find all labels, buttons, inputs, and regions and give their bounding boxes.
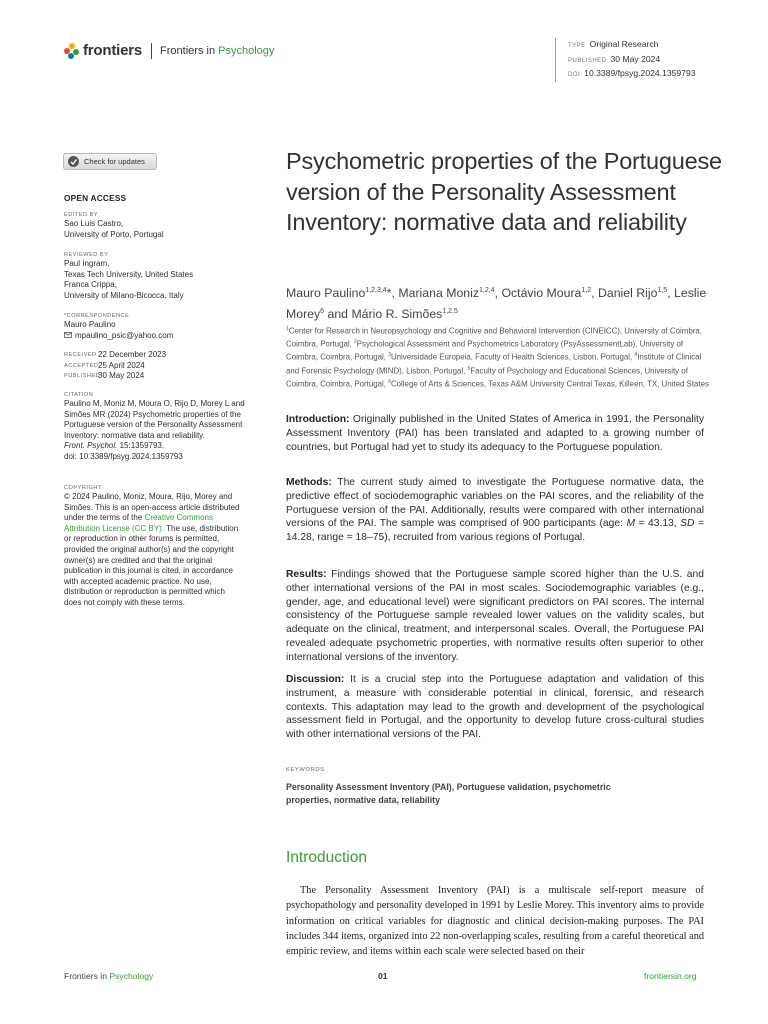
keywords-label: KEYWORDS: [286, 767, 325, 773]
affiliation-text: College of Arts & Sciences, Texas A&M University Central Texas, Killeen, TX, United States: [390, 379, 709, 389]
edited-by-block: [64, 211, 254, 240]
author-name[interactable]: Mauro Paulino: [286, 286, 366, 301]
abstract-discussion-text: It is a crucial step into the Portuguese adaptation and validation of this instrument, a measure with considerable potential in clinical, forensic, and research contexts. This adaptation may lead to the growth and development of the psychological assessment field in Portugal, and the opportunity to develop future cross-cultural studies with other international versions of the PAI.: [286, 674, 704, 741]
correspondence-name: Mauro Paulino: [64, 320, 116, 329]
author-name[interactable]: Octávio Moura: [501, 286, 582, 301]
affiliation-number: 1: [286, 326, 289, 332]
affiliation-text: Faculty of Psychology and Educational Sciences, University of Coimbra, Coimbra, Portugal,: [286, 366, 688, 389]
author-affiliation-marker: 1,2,5: [442, 307, 458, 315]
author-separator: ,: [494, 286, 502, 301]
citation-block: [64, 391, 256, 463]
abstract-discussion: [286, 673, 704, 742]
page-number: 01: [378, 971, 388, 981]
email-icon: [64, 332, 72, 338]
author-separator: ,: [667, 286, 675, 301]
citation-volume: 15:1359793.: [119, 441, 165, 451]
affiliation-number: 5: [467, 365, 471, 372]
check-for-updates-button[interactable]: [63, 153, 157, 170]
meta-type-value: Original Research: [589, 39, 659, 49]
author-name[interactable]: Daniel Rijo: [597, 286, 658, 301]
meta-type-label: TYPE: [568, 43, 586, 49]
received-date: 22 December 2023: [98, 350, 167, 359]
stat-sd: SD: [680, 518, 695, 530]
journal-prefix: Frontiers in: [160, 44, 216, 57]
corresponding-mark: *: [386, 286, 392, 301]
author-affiliation-marker: 1,2,4: [479, 287, 495, 294]
author-affiliation-marker: 6: [320, 307, 325, 315]
author-affiliation-marker: 1,2,3,4: [365, 287, 387, 294]
copyright-label: COPYRIGHT: [64, 485, 102, 491]
author-separator: ,: [591, 286, 598, 301]
dates-block: [64, 350, 254, 382]
accepted-label: ACCEPTED: [64, 362, 99, 369]
reviewer-affiliation: University of Milano-Bicocca, Italy: [64, 290, 184, 300]
correspondence-email-row[interactable]: [64, 331, 254, 342]
footer-site-link[interactable]: frontiersin.org: [644, 971, 697, 981]
reviewer-affiliation: Texas Tech University, United States: [64, 269, 194, 279]
abstract-results: [286, 568, 704, 665]
edited-by-label: EDITED BY: [64, 212, 99, 218]
correspondence-label: *CORRESPONDENCE: [64, 313, 130, 319]
copyright-block: [64, 484, 244, 609]
journal-name: [160, 45, 274, 57]
meta-published: [568, 53, 696, 68]
editor-affiliation: University of Porto, Portugal: [64, 229, 164, 239]
abstract-results-text: Findings showed that the Portuguese sample scored higher than the U.S. and other international versions of the PAI in most scales. Sociodemographic variables (e.g., gender, age, and educational level) were significant predictors on PAI scores. The internal consistency of the Portuguese sample revealed lower values on the validity scales, but adequate on the clinical, treatment, and interpersonal scales. Overall, the Portuguese PAI revealed adequate psychometric properties, with normative results often superior to other international versions of the inventory.: [286, 569, 704, 663]
meta-published-value: 30 May 2024: [610, 53, 661, 64]
keywords: Personality Assessment Inventory (PAI), Portuguese validation, psychometric properties, normative data, reliability: [286, 782, 611, 805]
affiliation-text: Universidade Europeia, Faculty of Health Sciences, Lisbon, Portugal,: [390, 353, 635, 363]
footer-journal: [64, 971, 153, 981]
copyright-post: The use, distribution or reproduction in other forums is permitted, provided the original author(s) and the copyright owner(s) are credited and that the original publication in this journal is cited, in accordance with accepted academic practice. No use, distribution or reproduction is permitted which does not comply with these terms.: [64, 523, 239, 607]
logo-divider: [151, 43, 152, 59]
reviewer-name: Franca Crippa,: [64, 280, 117, 290]
accepted-date: 25 April 2024: [98, 360, 145, 370]
frontiers-logo-icon: [64, 43, 79, 59]
meta-published-label: PUBLISHED: [568, 57, 607, 64]
abstract-methods-label: Methods:: [286, 477, 332, 488]
abstract-introduction: [286, 413, 704, 454]
open-access-label: OPEN ACCESS: [64, 193, 127, 203]
author-affiliation-marker: 1,5: [657, 287, 668, 294]
affiliation-number: 2: [353, 339, 357, 346]
meta-type: [568, 38, 696, 53]
stat-m-value: = 43.13,: [635, 518, 681, 530]
reviewed-by-block: [64, 251, 254, 301]
affiliation-number: 3: [388, 352, 391, 359]
author-name[interactable]: Leslie Morey: [286, 286, 707, 321]
journal-logo[interactable]: [64, 42, 274, 59]
check-for-updates-label: Check for updates: [84, 157, 145, 166]
author-separator: and: [324, 306, 352, 321]
update-icon: [67, 155, 80, 168]
article-meta: [555, 38, 696, 82]
abstract-methods-tail: = 14.28, range = 18–75), recruited from various regions of Portugal.: [286, 518, 705, 544]
abstract-intro-label: Introduction:: [286, 414, 350, 425]
author-name[interactable]: Mariana Moniz: [398, 286, 480, 301]
correspondence-email[interactable]: mpaulino_psic@yahoo.com: [75, 330, 174, 340]
published-date: 30 May 2024: [98, 371, 145, 381]
footer-journal-name: Psychology: [109, 971, 154, 981]
copyright-pre: © 2024 Paulino, Moniz, Moura, Rijo, Morey and Simões. This is an open-access article distributed under the terms of the: [64, 492, 240, 523]
journal-title: Psychology: [218, 44, 275, 57]
citation-label: CITATION: [64, 392, 94, 398]
stat-m: M: [626, 518, 636, 530]
reviewed-by-label: REVIEWED BY: [64, 252, 109, 258]
received-label: RECEIVED: [64, 352, 97, 358]
article-title: Psychometric properties of the Portuguese version of the Personality Assessment Inventory: normative data and reliability: [286, 148, 722, 235]
abstract-methods: [286, 476, 704, 545]
section-heading: Introduction: [286, 849, 367, 866]
correspondence-block: [64, 312, 254, 341]
brand-name: frontiers: [83, 42, 143, 59]
abstract-methods-text: The current study aimed to investigate the Portuguese normative data, the predictive effect of sociodemographic variables on the PAI scores, and the reliability of the Portuguese version of the PAI. Additionally, results were compared with other international versions of the PAI. The sample was comprised of 900 participants (age:: [286, 477, 704, 530]
received-row: [64, 350, 254, 361]
footer-journal-prefix: Frontiers in: [64, 971, 107, 981]
citation-body: Paulino M, Moniz M, Moura O, Rijo D, Morey L and Simões MR (2024) Psychometric properties of the Portuguese version of the Personality Assessment Inventory: normative data and reliability.: [64, 399, 245, 440]
abstract-results-label: Results:: [286, 569, 327, 580]
accepted-row: [64, 361, 254, 372]
author-list: [286, 282, 726, 323]
citation-text: [64, 399, 256, 463]
citation-doi[interactable]: doi: 10.3389/fpsyg.2024.1359793: [64, 451, 183, 461]
author-name[interactable]: Mário R. Simões: [351, 306, 443, 321]
meta-doi-value[interactable]: 10.3389/fpsyg.2024.1359793: [584, 68, 696, 78]
reviewer-name: Paul Ingram,: [64, 259, 110, 268]
affiliation-text: Center for Research in Neuropsychology and Cognitive and Behavioral Intervention (CINEICC), University of Coimbra, Coimbra, Portugal,: [286, 326, 702, 349]
license-link[interactable]: Creative Commons Attribution License (CC BY).: [64, 513, 213, 533]
author-separator: ,: [391, 286, 399, 301]
abstract-intro-text: Originally published in the United States of America in 1991, the Personality Assessment Inventory (PAI) has been translated and adapted to a growing number of countries, but Portugal had yet to study its adequacy to the Portuguese population.: [286, 414, 704, 453]
abstract-discussion-label: Discussion:: [286, 674, 345, 685]
author-affiliation-marker: 1,2: [581, 287, 592, 294]
affiliations: [286, 324, 716, 390]
affiliation-text: Institute of Clinical and Forensic Psychology (MIND), Lisbon, Portugal,: [286, 353, 702, 376]
body-paragraph: The Personality Assessment Inventory (PAI) is a multiscale self-report measure of psychopathology and personality developed in 1991 by Leslie Morey. This inventory aims to provide information on critical variables for diagnostic and clinical decision-making purposes. The PAI includes 344 items, organized into 22 non-overlapping scales, resulting from a careful theoretical and empiric review, and items within each scale were selected based on their: [286, 885, 704, 958]
affiliation-number: 4: [634, 352, 638, 359]
editor-name: Sao Luis Castro,: [64, 219, 124, 228]
meta-doi[interactable]: [568, 67, 696, 82]
citation-journal: Front. Psychol.: [64, 441, 118, 451]
affiliation-text: Psychological Assessment and Psychometrics Laboratory (PsyAssessmentLab), University of Coimbra, Coimbra, Portugal,: [286, 339, 684, 363]
affiliation-number: 6: [388, 378, 391, 385]
copyright-text: [64, 492, 244, 609]
published-label: PUBLISHED: [64, 373, 101, 380]
meta-doi-label: DOI: [568, 72, 581, 78]
published-row: [64, 371, 254, 382]
